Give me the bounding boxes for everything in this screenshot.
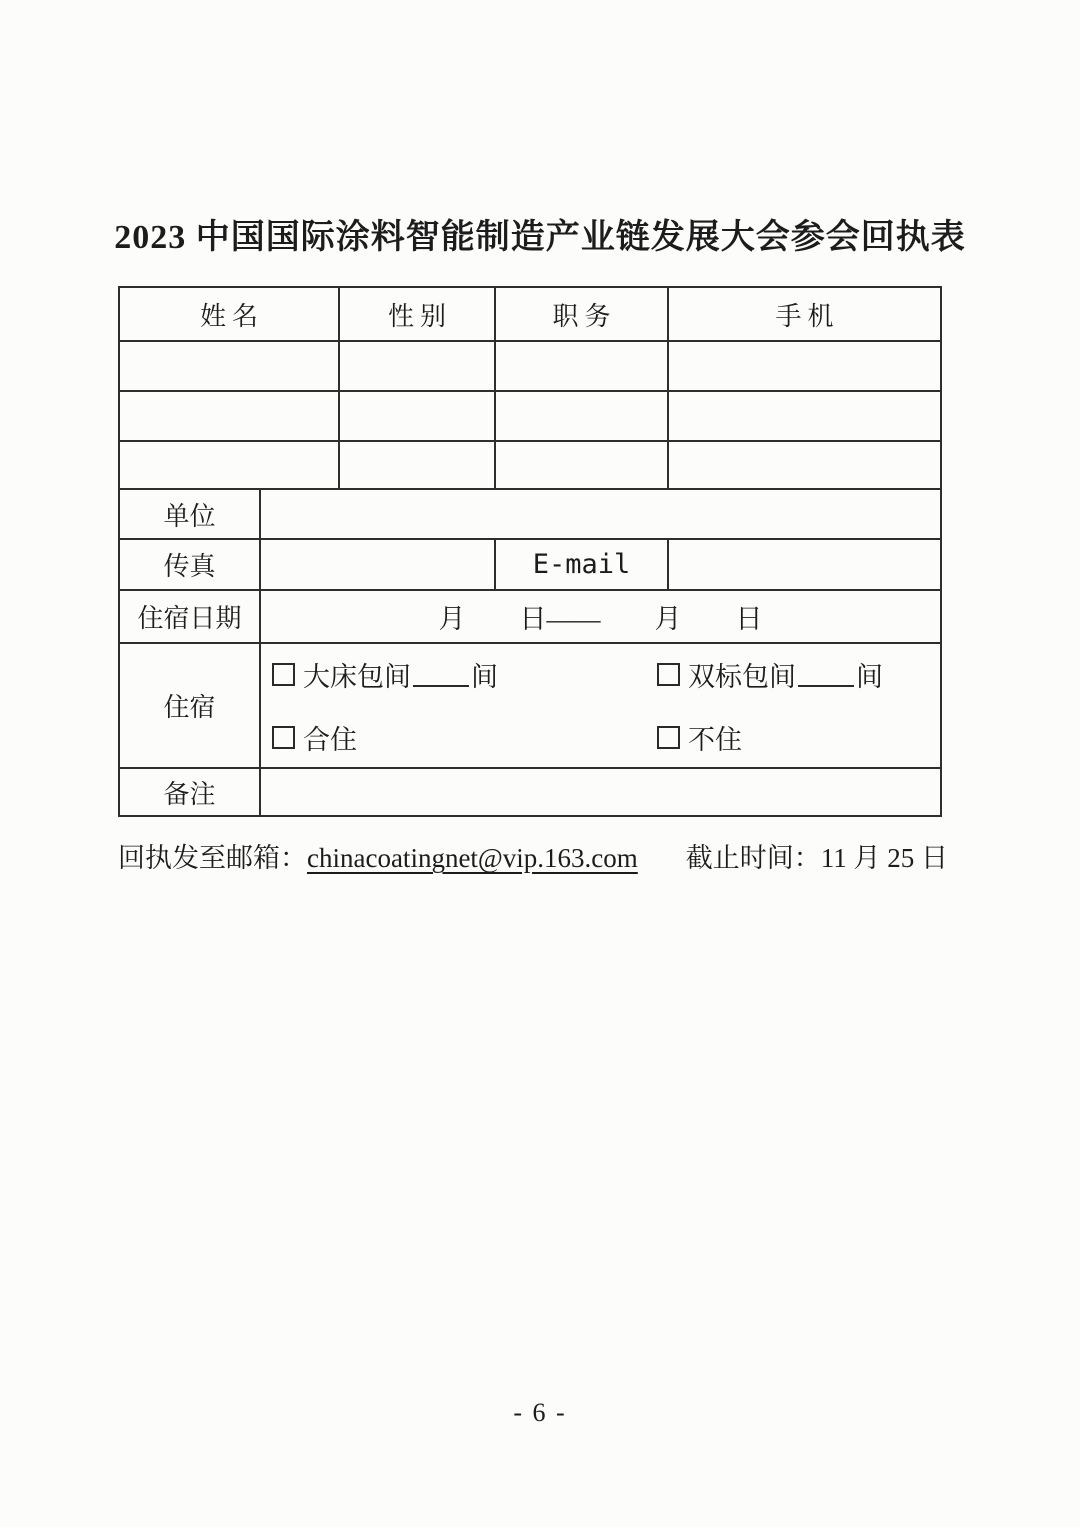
blank-line[interactable] (798, 685, 854, 687)
email-label: E-mail (494, 540, 667, 589)
option-label: 不住 (688, 724, 742, 755)
reply-email-link[interactable]: chinacoatingnet@vip.163.com (307, 843, 638, 873)
footer-note (118, 836, 948, 875)
col-header-gender: 性别 (338, 288, 494, 340)
option-twin-room (657, 655, 940, 694)
stay-options-cell (259, 644, 940, 767)
option-big-bed-room (272, 655, 657, 694)
unit-input-cell[interactable] (259, 490, 940, 538)
stay-row (120, 642, 940, 767)
attendee-row (120, 340, 940, 390)
fax-label: 传真 (163, 552, 216, 581)
reply-to-label: 回执发至邮箱： (118, 843, 307, 873)
name-input-cell[interactable] (120, 392, 338, 440)
option-label: 合住 (303, 724, 357, 755)
mobile-input-cell[interactable] (667, 442, 940, 488)
deadline-text: 截止时间：11 月 25 日 (685, 843, 949, 873)
gender-input-cell[interactable] (338, 442, 494, 488)
remarks-row (120, 767, 940, 815)
option-label: 双标包间 (688, 661, 796, 692)
stay-options-grid (261, 655, 940, 757)
position-input-cell[interactable] (494, 392, 667, 440)
remarks-label: 备注 (163, 779, 216, 809)
registration-form-table (118, 286, 942, 817)
col-header-mobile: 手机 (667, 288, 940, 340)
remarks-input-cell[interactable] (259, 769, 940, 815)
name-input-cell[interactable] (120, 342, 338, 390)
mobile-input-cell[interactable] (667, 342, 940, 390)
name-input-cell[interactable] (120, 442, 338, 488)
gender-input-cell[interactable] (338, 342, 494, 390)
option-share-room (272, 718, 657, 757)
checkbox-share-room[interactable] (272, 726, 295, 749)
page-number: - 6 - (513, 1398, 567, 1427)
option-label: 大床包间 (303, 661, 411, 692)
col-header-name: 姓名 (199, 301, 264, 331)
mobile-input-cell[interactable] (667, 392, 940, 440)
checkbox-big-bed-room[interactable] (272, 663, 295, 686)
fax-input-cell[interactable] (259, 540, 494, 589)
unit-row (120, 488, 940, 538)
option-suffix: 间 (471, 661, 498, 692)
stay-date-row (120, 589, 940, 642)
option-no-stay (657, 718, 940, 757)
fax-email-row (120, 538, 940, 589)
stay-label: 住宿 (163, 693, 216, 722)
checkbox-twin-room[interactable] (657, 663, 680, 686)
position-input-cell[interactable] (494, 342, 667, 390)
table-header-row (120, 288, 940, 340)
attendee-row (120, 440, 940, 488)
attendee-row (120, 390, 940, 440)
email-input-cell[interactable] (667, 540, 940, 589)
col-header-position: 职务 (494, 288, 667, 340)
option-suffix: 间 (856, 661, 883, 692)
unit-label: 单位 (163, 501, 216, 531)
page-title: 2023 中国国际涂料智能制造产业链发展大会参会回执表 (114, 219, 966, 256)
position-input-cell[interactable] (494, 442, 667, 488)
blank-line[interactable] (413, 685, 469, 687)
stay-date-label: 住宿日期 (137, 604, 242, 633)
stay-date-input-cell[interactable]: 月 日—— 月 日 (259, 591, 940, 642)
gender-input-cell[interactable] (338, 392, 494, 440)
checkbox-no-stay[interactable] (657, 726, 680, 749)
